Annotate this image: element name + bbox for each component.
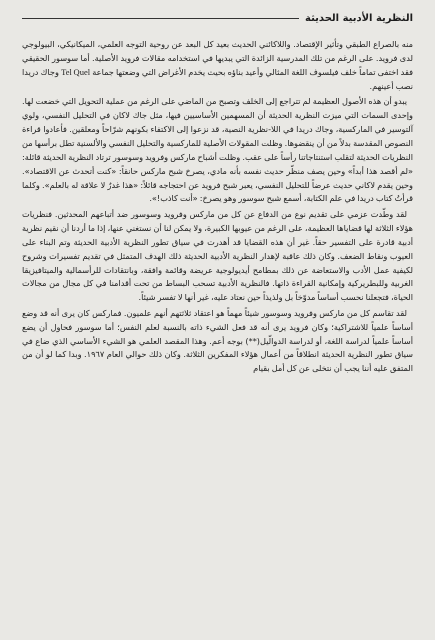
latin-term: Tel Quel — [61, 66, 91, 77]
body-text — [22, 38, 413, 376]
paragraph-2: يبدو أن هذه الأصول العظيمة لم تتراجع إلى الخلف وتصبح من الماضي على الرغم من عملية التحويل التي خضعت لها. وإحدى السمات التي ميزت النظرية الحديثة أن المسهمين الأساسيين فيها، مثل جاك لاكان في التحليل النفسي، ولوي آلتوسير في الماركسية، وجاك دريدا في اللا-نظرية النصية، قد نزعوا إلى الاكتفاء بكونهم شرّاحاً ومعلقين. فأعادوا قراءة النصوص المقدسة بدلاً من أن ينقضوها. وظلت المقولات الأصلية للماركسية والتحليل النفسي والألسنية تطل برأسها من النظريات الحديثة لتقلب استنتاجاتنا رأساً على عقب. وظلت أشباح ماركس وفرويد وسوسور ترتاد النظرية الحديثة قائلة: «لم أقصد هذا أبداً» وحين يصف منظّر حديث نفسه بأنه مادي، يصرخ شبح ماركس حانقاً: «كنت أتحدث عن الاقتصاد». وحين يقدم لاكاني حديث عرضاً للتحليل النفسي، يعبر شبح فرويد عن احتجاجه قائلاً: «هذا غدرٌ لا علاقة له بالعلم». وكلما قرأتُ كتاب دريدا في علم الكتابة، أسمع شبح سوسور وهو يصرخ: «أنت كاذب!». — [22, 96, 413, 204]
paragraph-3: لقد وطّدت عزمي على تقديم نوع من الدفاع عن كل من ماركس وفرويد وسوسور ضد أتباعهم المحدثين. فنظريات هؤلاء الثلاثة لها قضاياها العظيمة، على الرغم من عيوبها الكبيرة، ولا يمكن لنا أن نستغني عنها، إذا ما أردنا أن نقيم نظرية أدبية قادرة على التفسير حقاً. غير أن هذه القضايا قد أهدرت في سياق تطور النظرية الأدبية الحديثة وتم البناء على العيوب ونقاط الضعف. وكان ذلك عاقبة لإهدار النظرية الأدبية الحديثة ذلك الهدف المتمثل في تقديم تفسيرات وشروح لكيفية عمل الأدب والاستعاضة عن ذلك بمطامح أيديولوجية عريضة وقائمة وافقة، وبانتقادات للرأسمالية والميتافيزيقا الغربية وللبطريركية وإمكانية القراءة ذاتها. فالنظرية الأدبية تسحب البساط من تحت أقدامنا في كل مجال من مجالات الحياة، فتجعلنا نحسب أساساً مدوّخاً بل ولذيذاً حين نعتاد عليه، غير أنها لا تفسر شيئاً. — [22, 208, 413, 303]
paragraph-1 — [22, 38, 413, 94]
header-rule — [22, 18, 299, 19]
paragraph-1-text: منه بالصراع الطبقي وتأثير الإقتصاد. واللاكائني الحديث بعيد كل البعد عن روحية التوجه العلمي، الميكانيكي، البيولوجي لدى فرويد. على الرغم من تلك المدرسية الزائدة التي يبديها في استخدامه مقالات فرويد الأصلية. أما سوسور الحقيقي فقد اختفى تماماً خلف فيلسوف اللغة المثالي وأعيد بناؤه بحيث يخدم الأغراض التي وضعتها جماعة — [22, 39, 414, 77]
running-header — [22, 10, 413, 26]
paragraph-4: لقد تقاسم كل من ماركس وفرويد وسوسور شيئاً مهماً هو اعتقاد ثلاثتهم أنهم علميون. فماركس كان يرى أنه قد وضع أساساً علمياً للاشتراكية؛ وكان فرويد يرى أنه قد فعل الشيء ذاته بالنسبة لعلم النفس؛ أما سوسور فحاول أن يضع أساساً علمياً لدراسة اللغة، أو لدراسة الدوالّيل(**) بوجه أعم. وهذا المقصد العلمي هو الشيء الأساسي الذي ضاع في سياق تطور النظرية الحديثة انطلاقاً من أعمال هؤلاء المفكرين الثلاثة. وكان ذلك حوالي العام ١٩٦٧. وبدا كما لو أن من المتفق عليه أننا يجب أن نتخلى عن كل أمل بقيام — [22, 307, 413, 374]
running-title: النظرية الأدبية الحديثة — [305, 12, 413, 24]
paragraph-1-tail: وجاك دريدا نصب أعينهم. — [22, 66, 413, 91]
